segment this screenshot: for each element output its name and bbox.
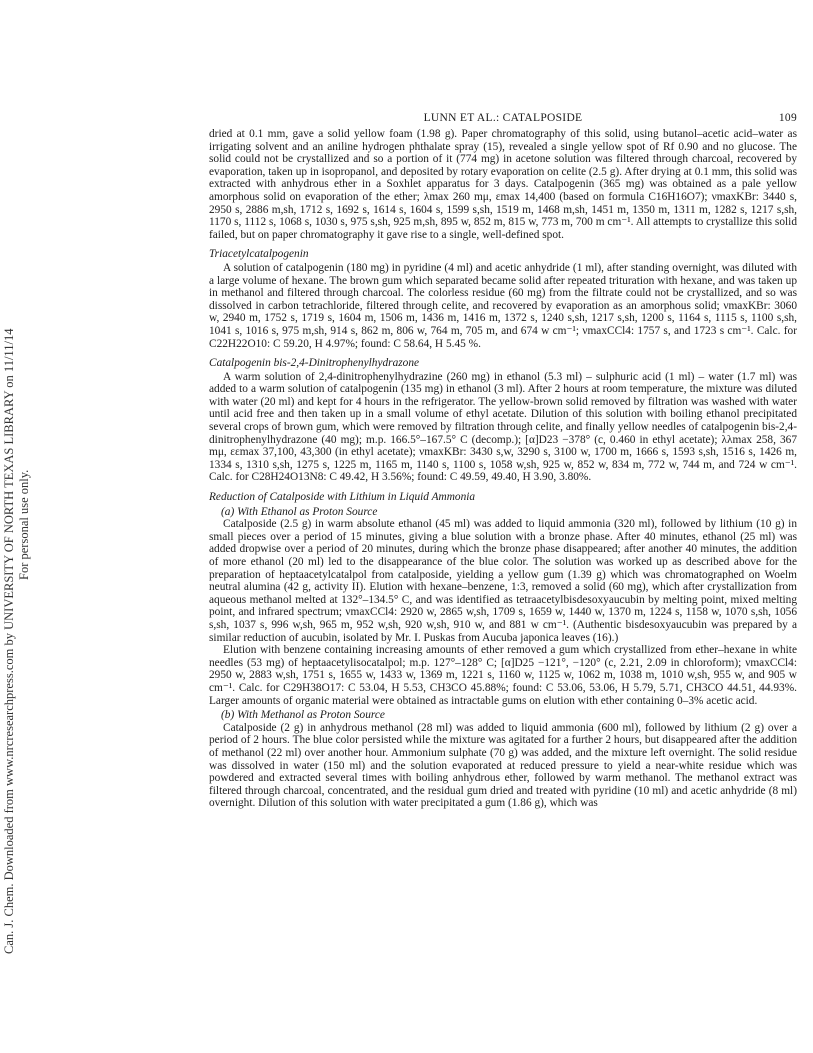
running-title: LUNN ET AL.: CATALPOSIDE xyxy=(423,112,583,124)
paragraph-ethanol-reduction: Catalposide (2.5 g) in warm absolute ethanol (45 ml) was added to liquid ammonia (320 ml), followed by lithium (10 g) in small pieces over a period of 15 minutes, giving a blue solution with a bronze phase. After 40 minutes, ethanol (25 ml) was added dropwise over a period of 20 minutes, during which the bronze phase disappeared; after another 40 minutes, the addition of more ethanol (20 ml) led to the disappearance of the blue color. The solution was worked up as described above for the preparation of heptaacetylcatalpol from catalposide, yielding a yellow gum (1.39 g) which was chromatographed on Woelm neutral alumina (42 g, activity II). Elution with hexane–benzene, 1:3, removed a solid (60 mg), which after crystallization from aqueous methanol melted at 132°–134.5° C, and was identified as tetraacetylbisdesoxyaucubin by melting point, mixed melting point, and infrared spectrum; νmaxCCl4: 2920 w, 2865 w,sh, 1709 s, 1659 w, 1440 w, 1370 m, 1224 s, 1158 w, 1070 s,sh, 1056 s,sh, 1037 s, 996 w,sh, 965 m, 952 w,sh, 920 w,sh, 910 w, and 881 w cm⁻¹. (Authentic bisdesoxyaucubin was prepared by a similar reduction of aucubin, isolated by Mr. I. Puskas from Aucuba japonica leaves (16).) xyxy=(209,518,797,644)
paragraph-catalpogenin: dried at 0.1 mm, gave a solid yellow foam (1.98 g). Paper chromatography of this solid, using butanol–acetic acid–water as irrigating solvent and an aniline hydrogen phthalate spray (15), revealed a single yellow spot of Rf 0.90 and no glucose. The solid could not be crystallized and so a portion of it (774 mg) in acetone solution was filtered through charcoal, recovered by evaporation, taken up in isopropanol, and deposited by rotary evaporation on celite (2.5 g). After drying at 0.1 mm, this solid was extracted with anhydrous ether in a Soxhlet apparatus for 3 days. Catalpogenin (365 mg) was obtained as a pale yellow amorphous solid on evaporation of the ether; λmax 260 mμ, εmax 14,400 (based on formula C16H16O7); νmaxKBr: 3440 s, 2950 s, 2886 m,sh, 1712 s, 1692 s, 1614 s, 1604 s, 1599 s,sh, 1519 m, 1468 m,sh, 1451 m, 1350 m, 1311 m, 1282 s, 1217 s,sh, 1170 s, 1112 s, 1068 s, 1030 s, 975 s,sh, 925 m,sh, 895 w, 852 m, 815 w, 773 m, 700 m cm⁻¹. All attempts to crystallize this solid failed, but on paper chromatography it gave rise to a single, well-defined spot. xyxy=(209,128,797,241)
section-heading-lithium-reduction: Reduction of Catalposide with Lithium in Liquid Ammonia xyxy=(209,491,476,504)
paragraph-hydrazone: A warm solution of 2,4-dinitrophenylhydrazine (260 mg) in ethanol (5.3 ml) – sulphuric acid (1 ml) – water (1.7 ml) was added to a warm solution of catalpogenin (135 mg) in ethanol (3 ml). After 2 hours at room temperature, the mixture was diluted with water (20 ml) and kept for 4 hours in the refrigerator. The yellow-brown solid removed by filtration was washed with water until acid free and then taken up in a small volume of ethyl acetate. Dilution of this solution with boiling ethanol precipitated several crops of brown gum, which were removed by filtration through celite, and finally yellow needles of catalpogenin bis-2,4-dinitrophenylhydrazone (40 mg); m.p. 166.5°–167.5° C (decomp.); [α]D23 −378° (c, 0.460 in ethyl acetate); λλmax 258, 367 mμ, εεmax 37,100, 43,300 (in ethyl acetate); νmaxKBr: 3430 s,w, 3290 s, 3100 w, 1700 m, 1666 s, 1593 s,sh, 1516 s, 1426 m, 1334 s, 1310 s,sh, 1275 s, 1225 m, 1165 m, 1140 s, 1100 s, 1058 w,sh, 925 w, 852 w, 834 m, 772 w, 744 m, and 724 w cm⁻¹. Calc. for C28H24O13N8: C 49.42, H 3.56%; found: C 49.59, 49.40, H 3.90, 3.80%. xyxy=(209,370,797,484)
section-heading-triacetylcatalpogenin: Triacetylcatalpogenin xyxy=(209,248,309,261)
section-heading-dinitrophenylhydrazone: Catalpogenin bis-2,4-Dinitrophenylhydrazone xyxy=(209,357,420,370)
download-watermark xyxy=(2,80,42,960)
running-header xyxy=(209,112,797,128)
paragraph-elution: Elution with benzene containing increasing amounts of ether removed a gum which crystallized from ether–hexane in white needles (53 mg) of heptaacetylisocatalpol; m.p. 127°–128° C; [α]D25 −121°, −120° (c, 2.21, 2.09 in chloroform); νmaxCCl4: 2950 w, 2883 w,sh, 1751 s, 1655 w, 1433 w, 1369 m, 1221 s, 1160 w, 1125 w, 1062 m, 1038 m, 1010 w,sh, 955 w, and 905 w cm⁻¹. Calc. for C29H38O17: C 53.04, H 5.53, CH3CO 45.88%; found: C 53.06, 53.06, H 5.79, 5.71, CH3CO 44.51, 44.93%. Larger amounts of organic material were obtained as intractable gums on elution with ether containing 0–3% acetic acid. xyxy=(209,644,797,707)
journal-page xyxy=(209,112,797,810)
watermark-line-1: Can. J. Chem. Downloaded from www.nrcresearchpress.com by UNIVERSITY OF NORTH TEXAS LIBRARY on 11/11/14 xyxy=(2,328,16,954)
paragraph-methanol-reduction: Catalposide (2 g) in anhydrous methanol (28 ml) was added to liquid ammonia (600 ml), followed by lithium (2 g) over a period of 2 hours. The blue color persisted while the mixture was agitated for a further 2 hours, but disappeared after the addition of methanol (22 ml) over another hour. Ammonium sulphate (70 g) was added, and the mixture left overnight. The solid residue was dissolved in water (150 ml) and the solution evaporated at reduced pressure to yield a near-white residue which was powdered and extracted several times with boiling anhydrous ether, followed by warm methanol. The methanol extract was filtered through charcoal, concentrated, and the residual gum dried and treated with pyridine (10 ml) and acetic anhydride (8 ml) overnight. Dilution of this solution with water precipitated a gum (1.86 g), which was xyxy=(209,721,797,810)
subheading-ethanol: (a) With Ethanol as Proton Source xyxy=(221,505,378,518)
page-number: 109 xyxy=(778,112,797,124)
paragraph-triacetyl: A solution of catalpogenin (180 mg) in pyridine (4 ml) and acetic anhydride (1 ml), after standing overnight, was diluted with a large volume of hexane. The brown gum which separated became solid after repeated trituration with hexane, and was taken up in methanol and filtered through charcoal. The colorless residue (60 mg) from the filtrate could not be crystallized, and so was dissolved in carbon tetrachloride, filtered through celite, and recovered by evaporation as an amorphous solid; νmaxKBr: 3060 w, 2940 m, 1752 s, 1719 s, 1604 m, 1506 m, 1436 m, 1416 m, 1372 s, 1240 s,sh, 1217 s,sh, 1200 s, 1164 s, 1115 s, 1100 s,sh, 1041 s, 1016 s, 975 m,sh, 914 s, 862 m, 806 w, 764 m, 705 m, and 674 w cm⁻¹; νmaxCCl4: 1757 s, and 1723 s cm⁻¹. Calc. for C22H22O10: C 59.20, H 4.97%; found: C 58.64, H 5.45 %. xyxy=(209,261,797,350)
watermark-line-2: For personal use only. xyxy=(17,469,31,580)
subheading-methanol: (b) With Methanol as Proton Source xyxy=(221,709,385,722)
